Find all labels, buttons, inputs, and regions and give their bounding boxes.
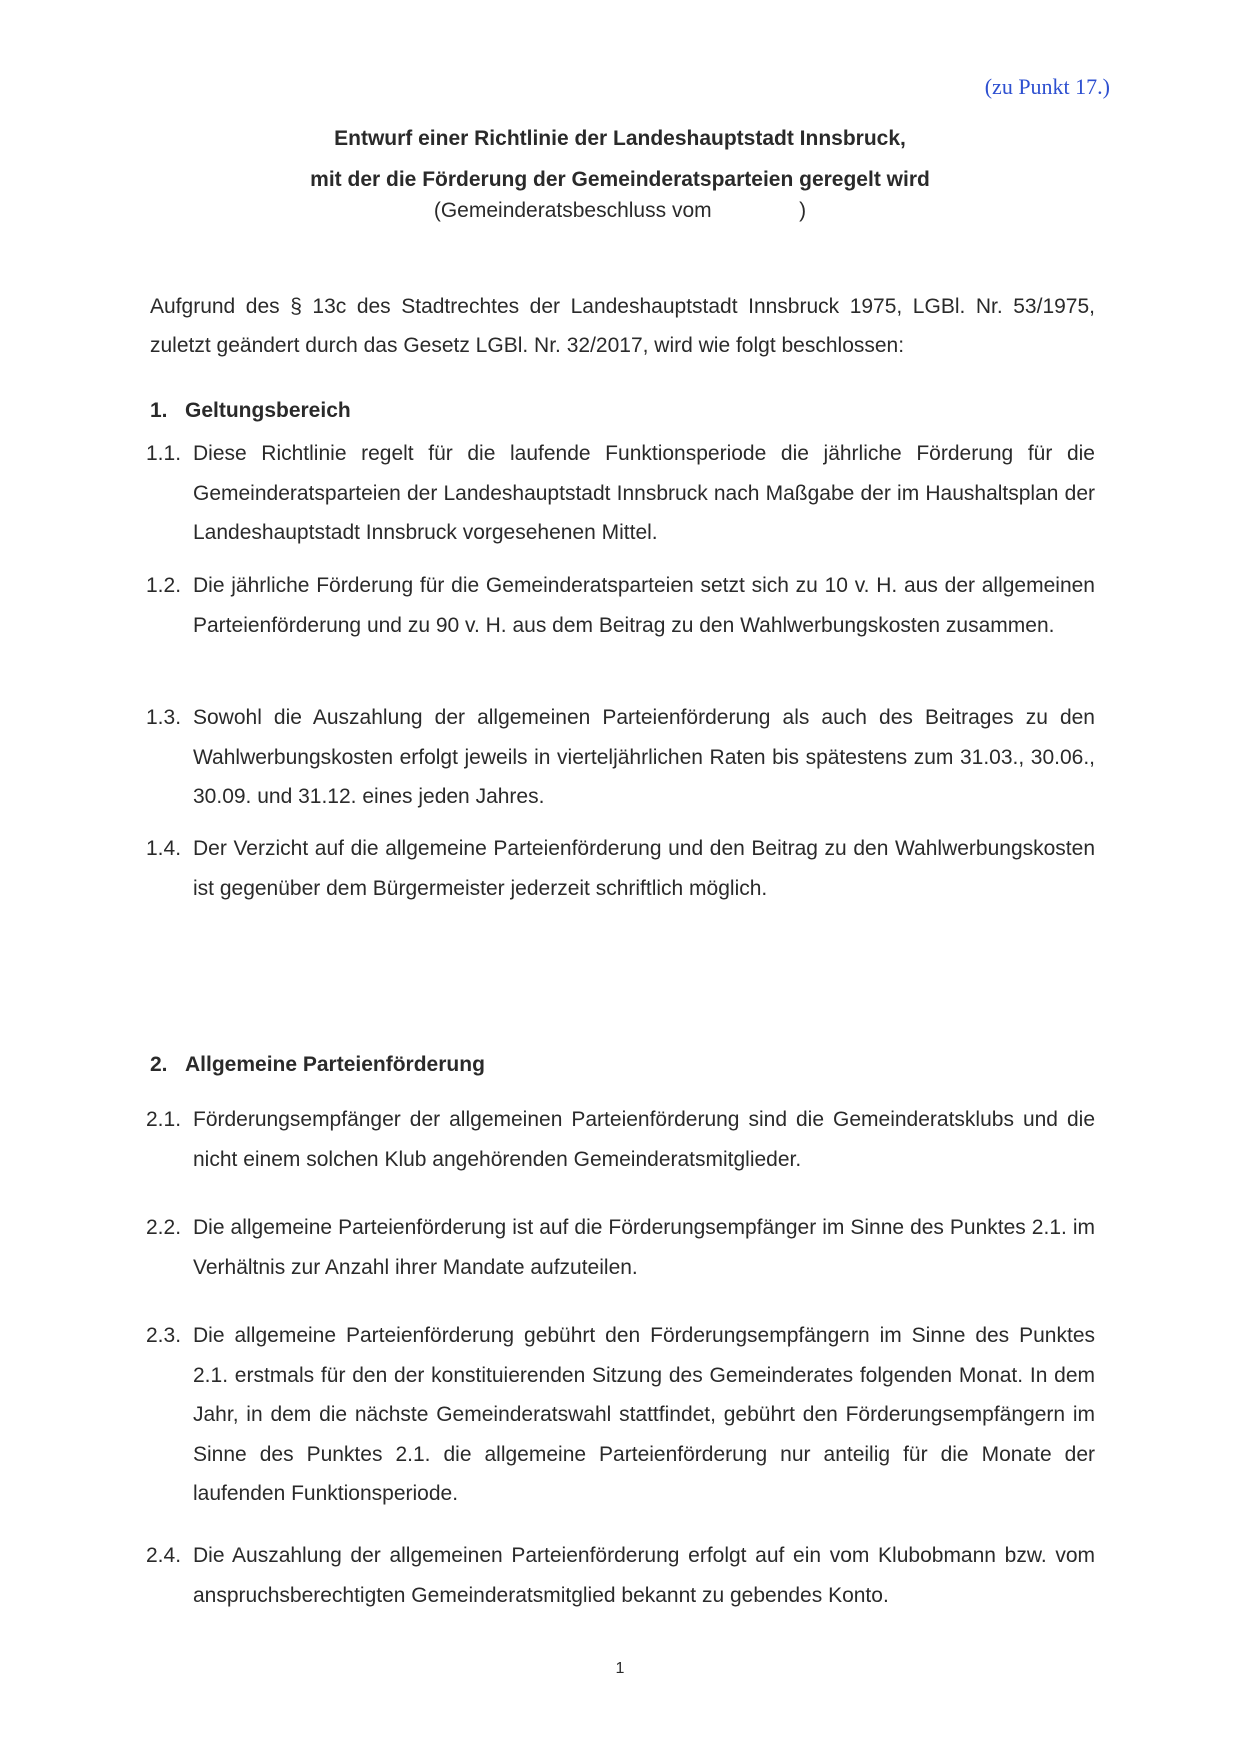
item-text: Die allgemeine Parteienförderung ist auf die Förderungsempfänger im Sinne des Punktes 2.1. im Verhältnis zur Anzahl ihrer Mandate aufzuteilen. (193, 1216, 1095, 1279)
section-title: Geltungsbereich (185, 399, 351, 422)
agenda-note: (zu Punkt 17.) (984, 74, 1110, 99)
item-number: 2.3. (146, 1324, 182, 1347)
item-number: 1.4. (146, 837, 182, 860)
list-item (146, 1100, 1095, 1179)
list-item (146, 434, 1095, 553)
item-number: 1.1. (146, 442, 182, 465)
item-text: Die allgemeine Parteienförderung gebührt den Förderungsempfängern im Sinne des Punktes 2.1. erstmals für den der konstituierenden Sitzung des Gemeinderates folgenden Monat. In dem Jahr, in dem die nächste Gemeinderatswahl stattfindet, gebührt den Förderungsempfängern im Sinne des Punktes 2.1. die allgemeine Parteienförderung nur anteilig für die Monate der laufenden Funktionsperiode. (193, 1324, 1095, 1505)
page-number: 1 (615, 1660, 625, 1677)
list-item (146, 829, 1095, 908)
section-number: 1. (150, 399, 168, 422)
list-item (146, 1536, 1095, 1615)
list-item (146, 1208, 1095, 1287)
item-number: 2.2. (146, 1216, 182, 1239)
section-heading (150, 399, 351, 423)
list-item (146, 566, 1095, 645)
item-number: 1.3. (146, 706, 182, 729)
item-text: Die Auszahlung der allgemeinen Parteienförderung erfolgt auf ein vom Klubobmann bzw. vom anspruchsberechtigten Gemeinderatsmitglied bekannt zu gebendes Konto. (193, 1544, 1095, 1607)
item-number: 2.1. (146, 1108, 182, 1131)
item-number: 1.2. (146, 574, 182, 597)
item-text: Die jährliche Förderung für die Gemeinderatsparteien setzt sich zu 10 v. H. aus der allgemeinen Parteienförderung und zu 90 v. H. aus dem Beitrag zu den Wahlwerbungskosten zusammen. (193, 574, 1095, 637)
item-text: Förderungsempfänger der allgemeinen Parteienförderung sind die Gemeinderatsklubs und die nicht einem solchen Klub angehörenden Gemeinderatsmitglieder. (193, 1108, 1095, 1171)
title-line-2: mit der die Förderung der Gemeinderatsparteien geregelt wird (310, 168, 930, 191)
item-number: 2.4. (146, 1544, 182, 1567)
item-text: Der Verzicht auf die allgemeine Parteienförderung und den Beitrag zu den Wahlwerbungskosten ist gegenüber dem Bürgermeister jederzeit schriftlich möglich. (193, 837, 1095, 900)
document-title (150, 118, 1090, 200)
intro-paragraph: Aufgrund des § 13c des Stadtrechtes der Landeshauptstadt Innsbruck 1975, LGBl. Nr. 53/1975, zuletzt geändert durch das Gesetz LGBl. Nr. 32/2017, wird wie folgt beschlossen: (150, 295, 1095, 357)
item-text: Sowohl die Auszahlung der allgemeinen Parteienförderung als auch des Beitrages zu den Wahlwerbungskosten erfolgt jeweils in vierteljährlichen Raten bis spätestens zum 31.03., 30.06., 30.09. und 31.12. eines jeden Jahres. (193, 706, 1095, 808)
resolution-date-line: (Gemeinderatsbeschluss vom ) (433, 199, 807, 222)
title-line-1: Entwurf einer Richtlinie der Landeshauptstadt Innsbruck, (334, 127, 906, 150)
item-text: Diese Richtlinie regelt für die laufende Funktionsperiode die jährliche Förderung für die Gemeinderatsparteien der Landeshauptstadt Innsbruck nach Maßgabe der im Haushaltsplan der Landeshauptstadt Innsbruck vorgesehenen Mittel. (193, 442, 1095, 544)
section-title: Allgemeine Parteienförderung (185, 1053, 485, 1076)
section-number: 2. (150, 1053, 168, 1076)
list-item (146, 1316, 1095, 1514)
list-item (146, 698, 1095, 817)
section-heading (150, 1053, 485, 1077)
